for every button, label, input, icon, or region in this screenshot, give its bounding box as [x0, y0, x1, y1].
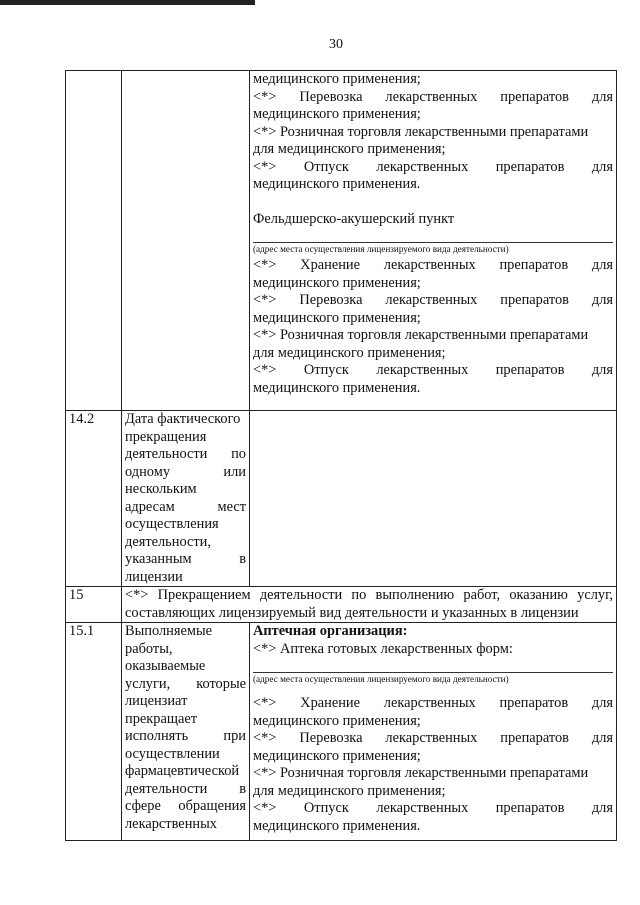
text-line — [125, 728, 246, 746]
text-line — [253, 748, 613, 766]
text-line — [253, 124, 613, 142]
text-line — [125, 746, 246, 764]
text-line — [125, 534, 246, 552]
text-word: в — [239, 780, 246, 797]
text-line — [253, 141, 613, 159]
text-word: медицинского применения. — [253, 379, 421, 396]
text-line — [125, 499, 246, 517]
text-line — [253, 362, 613, 380]
text-word: при — [223, 728, 246, 744]
text-word: <*> Розничная торговля лекарственными препаратами — [253, 765, 589, 781]
text-line — [125, 711, 246, 729]
org-title: Аптечная организация: — [253, 623, 408, 639]
text-word: <*> — [253, 362, 277, 378]
text-word: лекарственных — [385, 730, 478, 746]
text-word: <*> — [253, 695, 277, 711]
text-word: препаратов — [495, 362, 565, 378]
text-word: деятельности, — [125, 533, 211, 550]
text-word: Перевозка — [299, 730, 363, 746]
text-word: <*> Розничная торговля лекарственными препаратами — [253, 123, 589, 140]
text-word: для — [591, 257, 613, 273]
row-content-cell — [250, 411, 617, 587]
row-number-cell: 15 — [66, 587, 122, 623]
text-word: медицинского применения; — [253, 106, 421, 122]
text-word: осуществления — [125, 516, 219, 532]
text-line — [125, 798, 246, 816]
text-line — [253, 765, 613, 783]
text-word: в — [239, 551, 246, 567]
table-row — [66, 587, 617, 623]
text-word: <*> — [253, 730, 277, 746]
text-line — [253, 159, 613, 177]
text-word: нескольким — [125, 481, 197, 497]
row-label-cell — [122, 411, 250, 587]
row-number-cell: 15.1 — [66, 623, 122, 841]
text-word: препаратов — [495, 800, 565, 816]
text-word: лицензиат — [125, 693, 188, 709]
row-label-cell — [122, 623, 250, 841]
text-word: медицинского применения. — [253, 176, 421, 192]
row-content-cell — [250, 71, 617, 411]
text-word: <*> — [253, 257, 277, 273]
text-line — [125, 464, 246, 482]
text-line — [253, 783, 613, 801]
text-word: работы, — [125, 640, 173, 657]
text-word: препаратов — [500, 292, 569, 308]
text-word: для медицинского применения; — [253, 782, 446, 799]
text-word: сфере — [125, 798, 161, 814]
text-word: <*> Розничная торговля лекарственными препаратами — [253, 327, 589, 343]
fap-title: Фельдшерско-акушерский пункт — [253, 210, 455, 227]
text-word: Перевозка — [299, 88, 363, 105]
page-number: 30 — [329, 37, 343, 52]
text-word: препаратов — [500, 730, 569, 746]
row-number-cell: 14.2 — [66, 411, 122, 587]
text-word: лекарственных — [383, 695, 476, 711]
text-word: препаратов — [499, 257, 569, 273]
text-line — [253, 176, 613, 194]
text-word: для — [591, 730, 613, 746]
text-line — [125, 481, 246, 499]
text-line — [125, 429, 246, 447]
text-line — [253, 106, 613, 124]
text-line — [253, 71, 613, 89]
text-word: лекарственных — [376, 800, 469, 816]
top-rule — [0, 0, 255, 5]
text-line — [125, 411, 246, 429]
text-word: Выполняемые — [125, 623, 213, 639]
text-line — [125, 763, 246, 781]
text-line — [253, 730, 613, 748]
text-word: препаратов — [495, 158, 565, 175]
text-word: лекарственных — [376, 362, 469, 378]
text-word: медицинского применения; — [253, 274, 421, 291]
text-word: Отпуск — [303, 800, 349, 816]
text-line — [125, 676, 246, 694]
text-word: оказываемые — [125, 658, 206, 674]
text-word: лекарственных — [125, 815, 217, 832]
text-word: Отпуск — [303, 158, 349, 175]
text-word: лекарственных — [383, 257, 476, 273]
document-table — [65, 70, 617, 841]
text-word: обращения — [178, 798, 246, 814]
text-word: мест — [217, 498, 246, 515]
text-line — [253, 275, 613, 293]
text-line — [253, 695, 613, 713]
text-line — [253, 327, 613, 345]
text-word: прекращения — [125, 428, 207, 445]
text-word: для медицинского применения; — [253, 344, 446, 361]
text-word: медицинского применения. — [253, 817, 421, 834]
text-line — [253, 713, 613, 731]
text-word: адресам — [125, 498, 175, 515]
text-word: лекарственных — [385, 88, 478, 105]
text-word: <*> — [253, 158, 277, 175]
text-word: для — [591, 292, 613, 308]
text-line — [253, 818, 613, 836]
text-word: или — [223, 463, 246, 480]
text-word: деятельности — [125, 780, 208, 797]
section-heading-cell: <*> Прекращением деятельности по выполнению работ, оказанию услуг, составляющих лицензируемый вид деятельности и указанных в лицензии — [122, 587, 617, 623]
text-line — [253, 292, 613, 310]
text-word: медицинского применения; — [253, 747, 421, 764]
text-word: Хранение — [300, 257, 361, 273]
text-word: которые — [196, 675, 246, 692]
text-word: для — [591, 158, 613, 175]
text-word: исполнять — [125, 728, 189, 744]
org-subtitle: <*> Аптека готовых лекарственных форм: — [253, 640, 513, 657]
text-word: Дата фактического — [125, 411, 241, 427]
text-word: лекарственных — [376, 158, 469, 175]
text-word: медицинского применения; — [253, 71, 421, 87]
text-line — [253, 89, 613, 107]
text-line — [125, 551, 246, 569]
text-word: для — [591, 695, 613, 711]
text-word: <*> — [253, 292, 277, 308]
text-line — [125, 516, 246, 534]
text-word: Хранение — [300, 695, 361, 711]
text-line — [125, 816, 246, 834]
row-label-cell — [122, 71, 250, 411]
text-word: осуществлении — [125, 745, 220, 762]
text-word: для — [591, 362, 613, 378]
table-row — [66, 71, 617, 411]
text-word: деятельности — [125, 446, 208, 462]
text-word: указанным — [125, 551, 192, 567]
line-group — [253, 695, 613, 835]
line-group — [125, 411, 246, 586]
table-row — [66, 623, 617, 841]
address-hint: (адрес места осуществления лицензируемого вида деятельности) — [253, 242, 613, 255]
text-line — [125, 623, 246, 641]
text-line — [125, 446, 246, 464]
text-line — [253, 257, 613, 275]
text-word: медицинского применения; — [253, 712, 421, 729]
text-word: Перевозка — [299, 292, 363, 308]
text-line — [253, 380, 613, 398]
text-word: медицинского применения; — [253, 309, 421, 326]
line-group — [125, 623, 246, 833]
text-line — [125, 693, 246, 711]
text-word: по — [231, 446, 246, 462]
text-word: Отпуск — [303, 362, 349, 378]
text-line — [253, 310, 613, 328]
text-line — [125, 781, 246, 799]
text-word: <*> — [253, 88, 277, 105]
text-line — [125, 641, 246, 659]
text-word: <*> — [253, 800, 277, 816]
line-group — [253, 71, 613, 194]
row-content-cell — [250, 623, 617, 841]
text-word: прекращает — [125, 710, 198, 727]
text-word: для — [591, 88, 613, 105]
text-word: одному — [125, 463, 171, 480]
text-line — [125, 658, 246, 676]
text-line — [125, 569, 246, 587]
text-word: для — [591, 800, 613, 816]
text-word: фармацевтической — [125, 763, 240, 779]
text-word: препаратов — [500, 88, 569, 105]
text-word: лицензии — [125, 568, 183, 585]
text-word: лекарственных — [385, 292, 478, 308]
line-group — [253, 257, 613, 397]
table-row — [66, 411, 617, 587]
address-hint: (адрес места осуществления лицензируемого вида деятельности) — [253, 672, 613, 685]
text-word: препаратов — [499, 695, 569, 711]
row-number-cell — [66, 71, 122, 411]
text-word: для медицинского применения; — [253, 141, 446, 157]
text-line — [253, 800, 613, 818]
text-word: услуги, — [125, 675, 171, 692]
text-line — [253, 345, 613, 363]
